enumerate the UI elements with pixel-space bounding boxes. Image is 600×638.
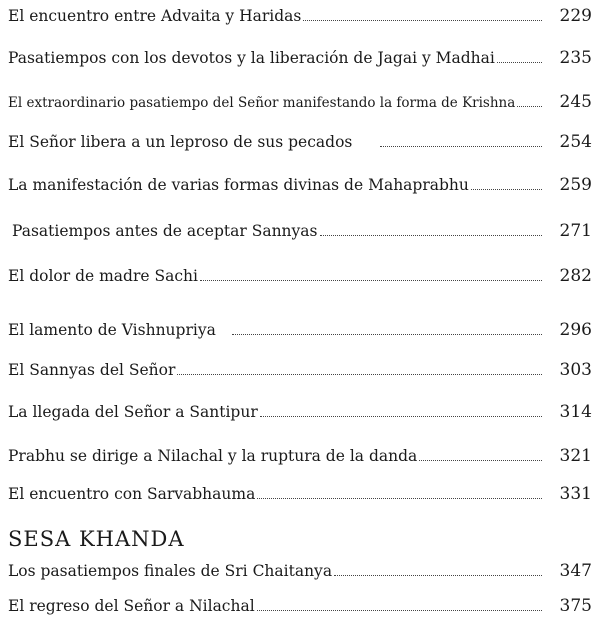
entry-title: Prabhu se dirige a Nilachal y la ruptura de la danda (8, 447, 418, 465)
toc-entry (8, 484, 592, 508)
dot-leader (334, 575, 542, 576)
dot-leader (471, 189, 542, 190)
entry-title: Pasatiempos antes de aceptar Sannyas (12, 222, 318, 240)
dot-leader (177, 374, 542, 375)
entry-page: 282 (559, 266, 592, 286)
toc-entry (8, 320, 592, 344)
toc-entry (8, 596, 592, 620)
entry-page: 321 (559, 446, 592, 466)
entry-title: La llegada del Señor a Santipur (8, 403, 258, 421)
dot-leader (257, 610, 542, 611)
toc-entry (12, 221, 592, 245)
dot-leader (497, 62, 542, 63)
entry-title: La manifestación de varias formas divinas de Mahaprabhu (8, 176, 469, 194)
dot-leader (419, 460, 542, 461)
entry-title: El dolor de madre Sachi (8, 267, 198, 285)
entry-title: El regreso del Señor a Nilachal (8, 597, 255, 615)
toc-entry (8, 48, 592, 72)
entry-title: El encuentro entre Advaita y Haridas (8, 7, 302, 25)
entry-title: Los pasatiempos finales de Sri Chaitanya (8, 562, 333, 580)
dot-leader (303, 20, 542, 21)
dot-leader (232, 334, 542, 335)
entry-page: 331 (559, 484, 592, 504)
toc-entry (8, 446, 592, 470)
toc-entry (8, 6, 592, 30)
toc-entry (8, 561, 592, 585)
entry-page: 296 (559, 320, 592, 340)
entry-title: Pasatiempos con los devotos y la liberación de Jagai y Madhai (8, 49, 495, 67)
entry-page: 235 (559, 48, 592, 68)
toc-entry (8, 175, 592, 199)
dot-leader (517, 106, 542, 107)
section-heading: SESA KHANDA (8, 527, 185, 551)
dot-leader (257, 498, 542, 499)
toc-entry (8, 360, 592, 384)
entry-page: 271 (559, 221, 592, 241)
entry-title: El Sannyas del Señor (8, 361, 176, 379)
entry-page: 259 (559, 175, 592, 195)
entry-page: 375 (559, 596, 592, 616)
entry-page: 254 (559, 132, 592, 152)
dot-leader (260, 416, 542, 417)
toc-entry (8, 132, 592, 156)
toc-entry (8, 266, 592, 290)
entry-title: El encuentro con Sarvabhauma (8, 485, 256, 503)
entry-title: El lamento de Vishnupriya (8, 321, 216, 339)
toc-entry (8, 92, 592, 116)
entry-page: 229 (559, 6, 592, 26)
entry-page: 303 (559, 360, 592, 380)
dot-leader (380, 146, 542, 147)
entry-page: 314 (559, 402, 592, 422)
entry-title: El Señor libera a un leproso de sus pecados (8, 133, 353, 151)
toc-entry (8, 402, 592, 426)
dot-leader (320, 235, 543, 236)
entry-title: El extraordinario pasatiempo del Señor manifestando la forma de Krishna (8, 95, 516, 111)
entry-page: 347 (559, 561, 592, 581)
dot-leader (200, 280, 542, 281)
entry-page: 245 (559, 92, 592, 112)
